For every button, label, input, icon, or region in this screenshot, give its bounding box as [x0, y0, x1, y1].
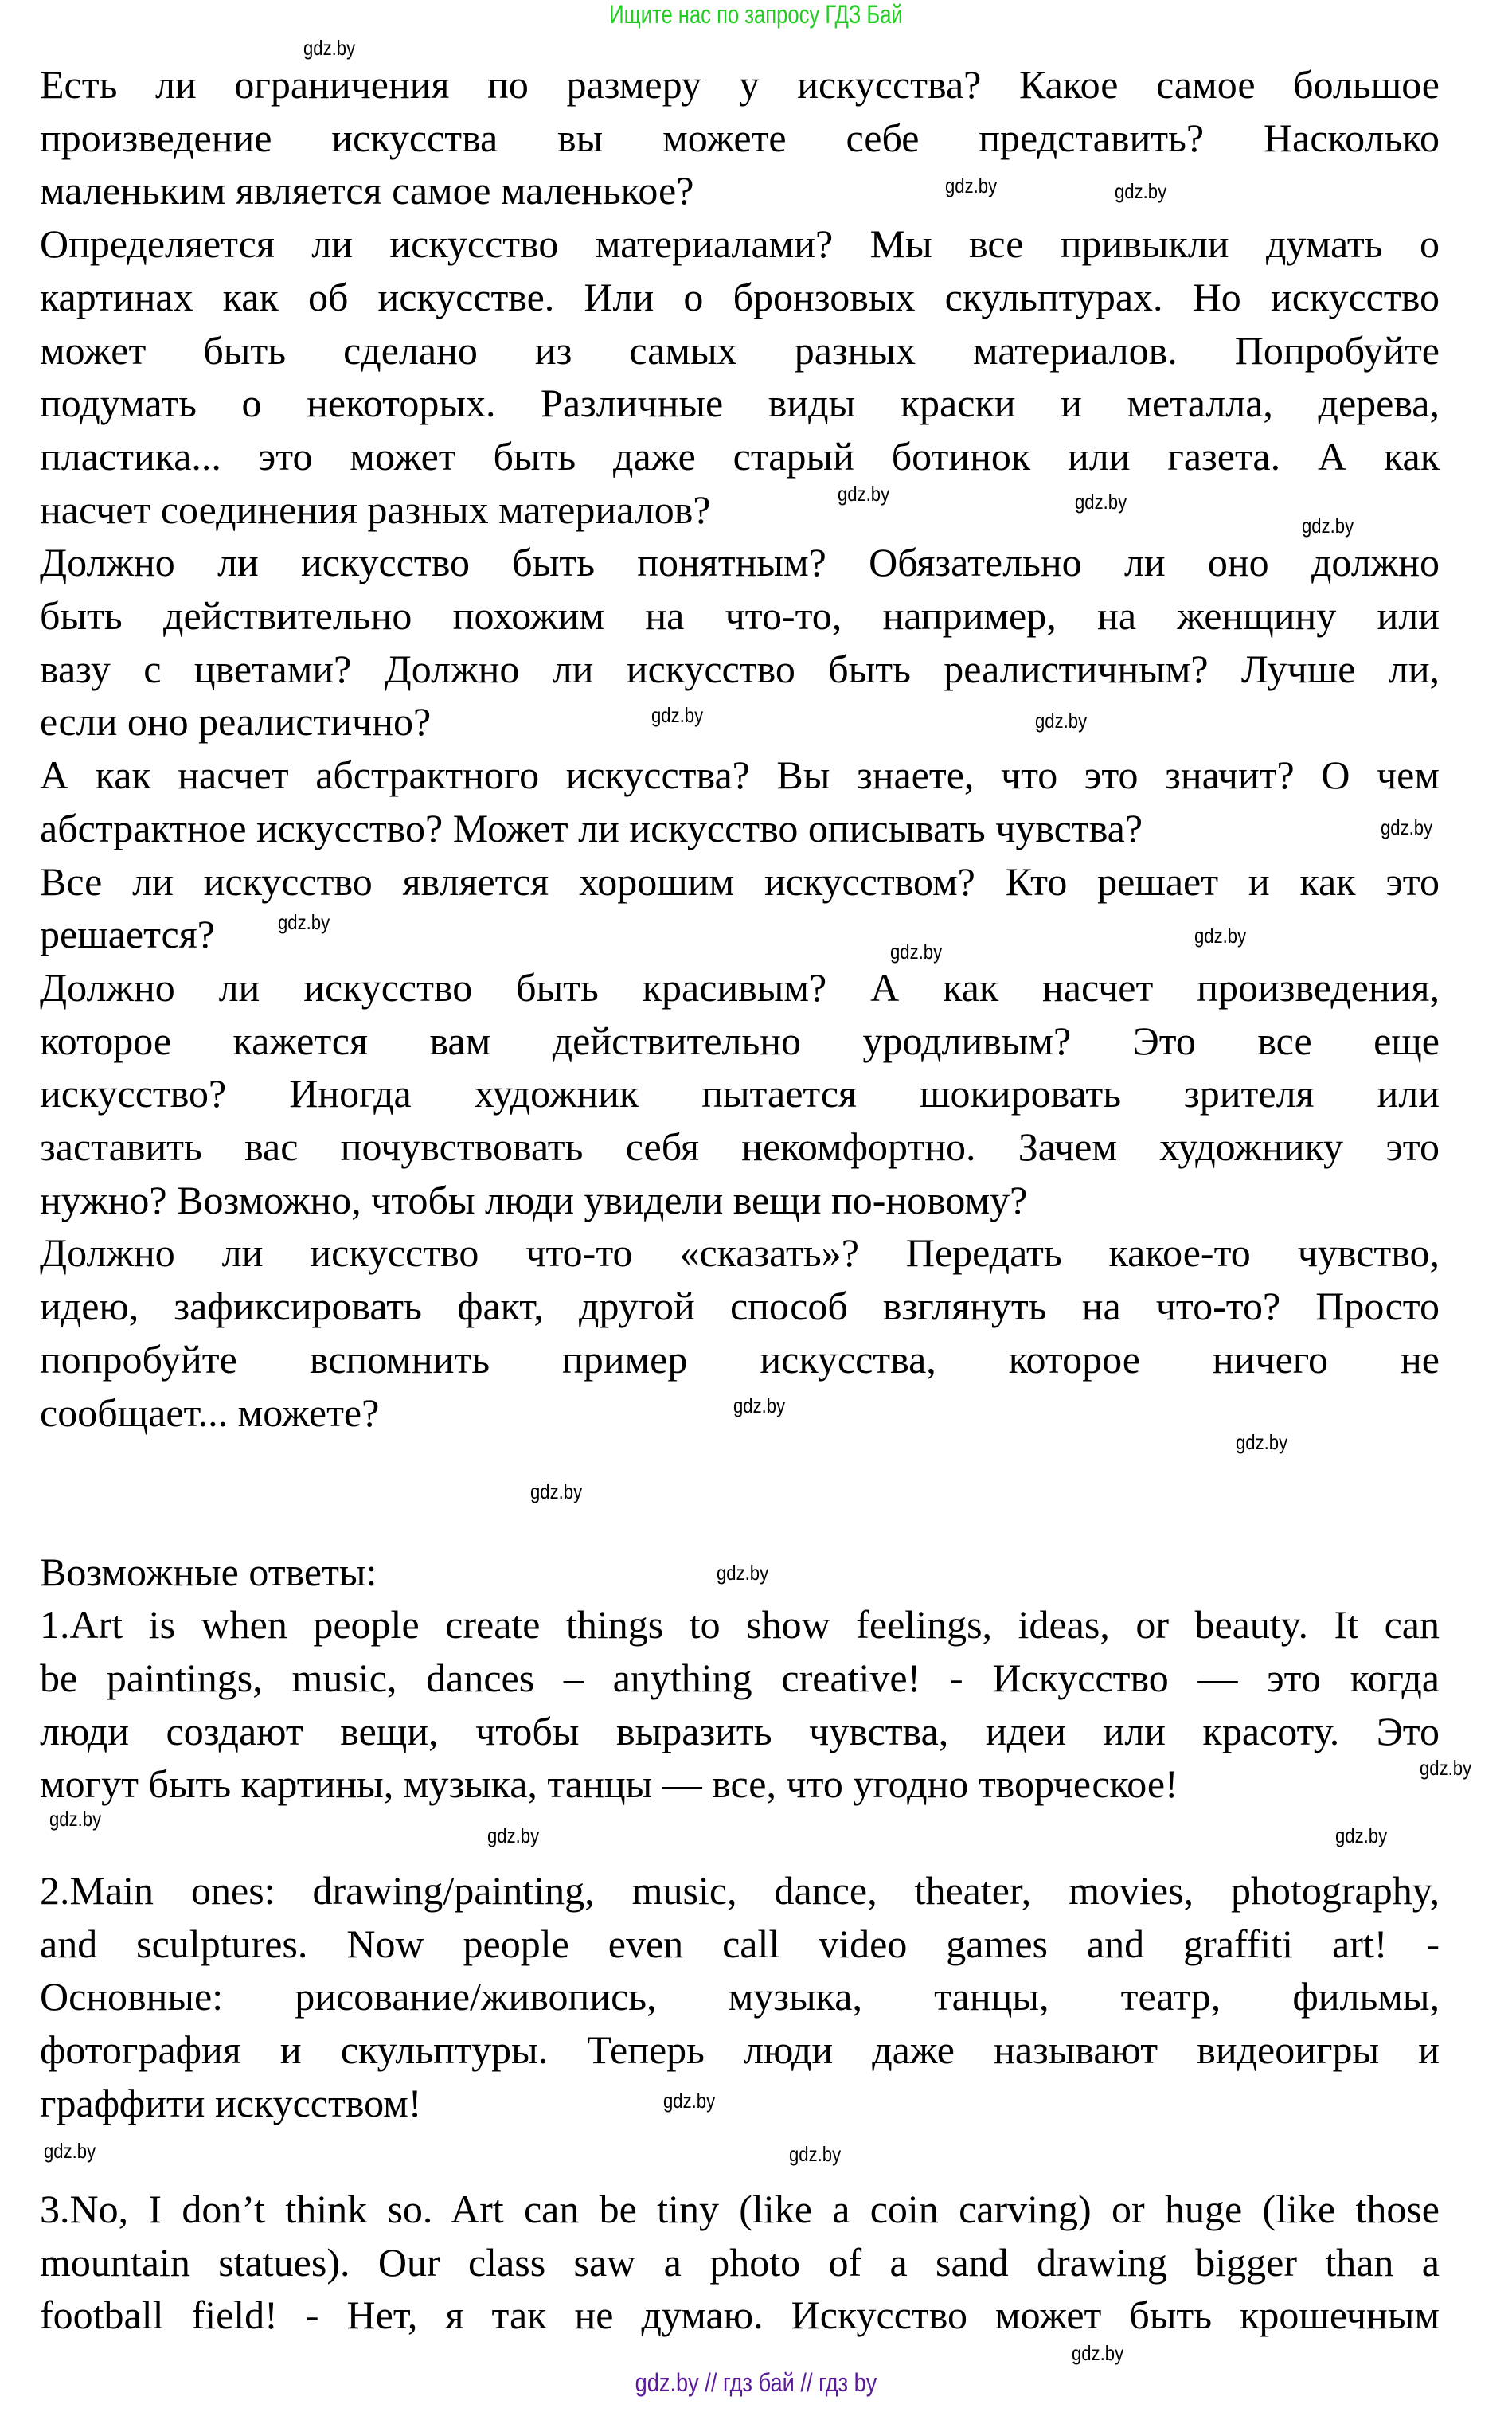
watermark-text: gdz.by — [530, 1480, 583, 1503]
text-line: Должно ли искусство быть понятным? Обязательно ли оно должно — [40, 540, 1440, 585]
watermark-text: gdz.by — [1115, 179, 1167, 203]
text-line: 1.Art is when people create things to show feelings, ideas, or beauty. It can — [40, 1602, 1440, 1648]
site-banner[interactable]: Ищите нас по запросу ГДЗ Бай — [609, 0, 903, 29]
text-line: может быть сделано из самых разных материалов. Попробуйте — [40, 327, 1440, 373]
text-line: and sculptures. Now people even call video games and graffiti art! - — [40, 1921, 1440, 1966]
watermark-text: gdz.by — [789, 2142, 842, 2166]
text-line: картинах как об искусстве. Или о бронзовых скульптурах. Но искусство — [40, 274, 1440, 319]
text-line: быть действительно похожим на что-то, например, на женщину или — [40, 593, 1440, 638]
text-line: Есть ли ограничения по размеру у искусства? Какое самое большое — [40, 62, 1440, 107]
text-line: Определяется ли искусство материалами? Мы все привыкли думать о — [40, 221, 1440, 267]
text-line: пластика... это может быть даже старый ботинок или газета. А как — [40, 433, 1440, 479]
text-line: фотография и скульптуры. Теперь люди даже называют видеоигры и — [40, 2027, 1440, 2072]
watermark-text: gdz.by — [890, 940, 943, 964]
watermark-text: gdz.by — [1335, 1824, 1388, 1847]
watermark-text: gdz.by — [1072, 2341, 1124, 2365]
text-line: абстрактное искусство? Может ли искусство описывать чувства? — [40, 805, 1143, 850]
watermark-text: gdz.by — [303, 36, 356, 60]
text-line: если оно реалистично? — [40, 699, 432, 745]
watermark-text: gdz.by — [651, 703, 704, 727]
watermark-text: gdz.by — [838, 482, 890, 506]
text-line: нужно? Возможно, чтобы люди увидели вещи по-новому? — [40, 1177, 1028, 1222]
text-line: граффити искусством! — [40, 2080, 422, 2125]
text-line: люди создают вещи, чтобы выразить чувства, идеи или красоту. Это — [40, 1708, 1440, 1753]
text-line: маленьким является самое маленькое? — [40, 168, 694, 213]
watermark-text: gdz.by — [1381, 815, 1433, 839]
watermark-text: gdz.by — [1302, 514, 1354, 538]
watermark-text: gdz.by — [49, 1807, 102, 1831]
text-line: могут быть картины, музыка, танцы — все, что угодно творческое! — [40, 1761, 1178, 1807]
text-line: Основные: рисование/живопись, музыка, танцы, театр, фильмы, — [40, 1974, 1440, 2019]
text-line: решается? — [40, 912, 215, 957]
text-line: football field! - Нет, я так не думаю. Искусство может быть крошечным — [40, 2293, 1440, 2338]
watermark-text: gdz.by — [1420, 1756, 1472, 1780]
watermark-text: gdz.by — [945, 174, 998, 197]
watermark-text: gdz.by — [663, 2089, 716, 2113]
text-line: которое кажется вам действительно уродливым? Это все еще — [40, 1018, 1440, 1063]
text-line: идею, зафиксировать факт, другой способ взглянуть на что-то? Просто — [40, 1284, 1440, 1329]
footer-banner[interactable]: gdz.by // гдз бай // гдз by — [635, 2368, 877, 2397]
watermark-text: gdz.by — [1236, 1430, 1288, 1454]
text-line: Все ли искусство является хорошим искусством? Кто решает и как это — [40, 858, 1440, 904]
text-line: насчет соединения разных материалов? — [40, 487, 711, 532]
text-line: произведение искусства вы можете себе представить? Насколько — [40, 115, 1440, 160]
text-line: mountain statues). Our class saw a photo of a sand drawing bigger than a — [40, 2239, 1440, 2285]
text-line: попробуйте вспомнить пример искусства, которое ничего не — [40, 1336, 1440, 1382]
text-line: вазу с цветами? Должно ли искусство быть реалистичным? Лучше ли, — [40, 646, 1440, 691]
text-line: Должно ли искусство быть красивым? А как насчет произведения, — [40, 964, 1440, 1010]
text-line: сообщает... можете? — [40, 1390, 380, 1435]
text-line: подумать о некоторых. Различные виды краски и металла, дерева, — [40, 381, 1440, 426]
watermark-text: gdz.by — [1194, 924, 1247, 948]
text-line: искусство? Иногда художник пытается шокировать зрителя или — [40, 1071, 1440, 1116]
watermark-text: gdz.by — [487, 1824, 540, 1847]
text-line: Должно ли искусство что-то «сказать»? Передать какое-то чувство, — [40, 1230, 1440, 1276]
watermark-text: gdz.by — [1075, 490, 1127, 514]
text-line: А как насчет абстрактного искусства? Вы знаете, что это значит? О чем — [40, 753, 1440, 798]
watermark-text: gdz.by — [733, 1394, 786, 1417]
watermark-text: gdz.by — [1035, 709, 1088, 733]
watermark-text: gdz.by — [44, 2139, 96, 2163]
text-line: 2.Main ones: drawing/painting, music, dance, theater, movies, photography, — [40, 1867, 1440, 1913]
watermark-text: gdz.by — [717, 1561, 769, 1585]
text-line: Возможные ответы: — [40, 1549, 377, 1594]
watermark-text: gdz.by — [278, 910, 330, 934]
text-line: 3.No, I don’t think so. Art can be tiny (like a coin carving) or huge (like those — [40, 2187, 1440, 2231]
text-line: заставить вас почувствовать себя некомфортно. Зачем художнику это — [40, 1124, 1440, 1169]
text-line: be paintings, music, dances – anything creative! - Искусство — это когда — [40, 1656, 1440, 1700]
